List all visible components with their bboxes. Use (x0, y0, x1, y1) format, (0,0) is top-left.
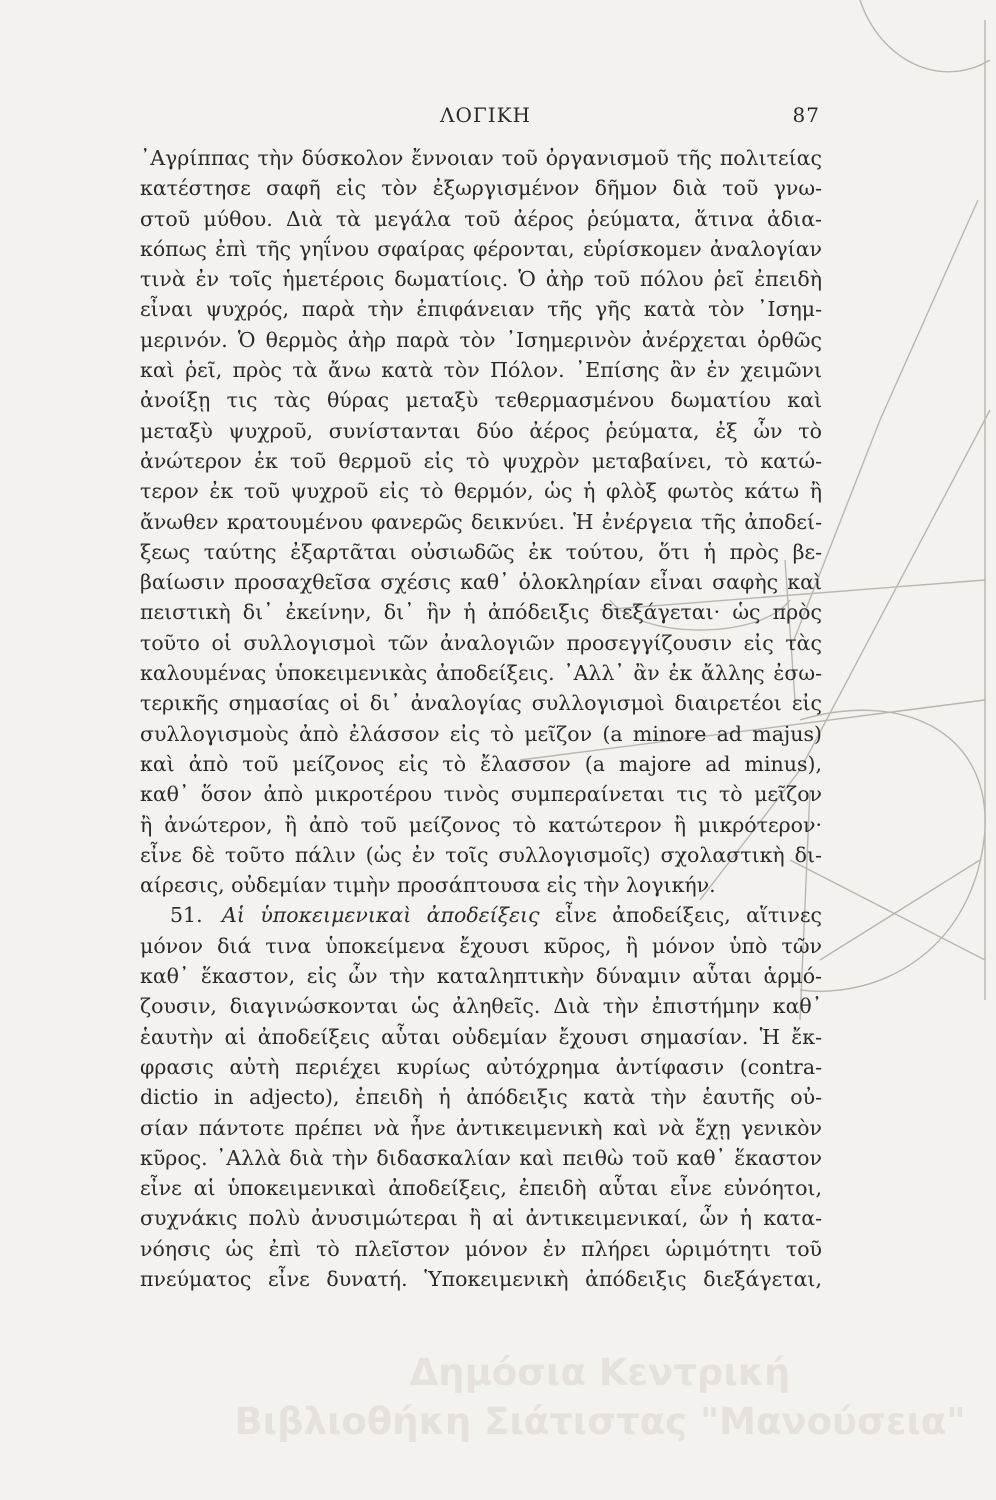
text-line: μόνον διά τινα ὑποκείμενα ἔχουσι κῦρος, ἢ μόνον ὑπὸ τῶν (140, 933, 822, 958)
text-line: ἢ ἀνώτερον, ἢ ἀπὸ τοῦ μείζονος τὸ κατώτερον ἢ μικρότερον· (140, 812, 822, 837)
text-line: νόησις ὡς ἐπὶ τὸ πλεῖστον μόνον ἐν πλήρει ὡριμότητι τοῦ (140, 1236, 822, 1261)
text-line: εἶνε αἱ ὑποκειμενικαὶ ἀποδείξεις, ἐπειδὴ αὗται εἶνε εὐνόητοι, (140, 1176, 822, 1201)
text-line: τινὰ ἐν τοῖς ἡμετέροις δωματίοις. Ὁ ἀὴρ τοῦ πόλου ῥεῖ ἐπειδὴ (140, 267, 822, 292)
text-line: κόπως ἐπὶ τῆς γηΐνου σφαίρας φέρονται, εὑρίσκομεν ἀναλογίαν (140, 236, 822, 261)
text-line: ᾿Αγρίππας τὴν δύσκολον ἔννοιαν τοῦ ὀργανισμοῦ τῆς πολιτείας (140, 146, 822, 170)
text-line: τερικῆς σημασίας οἱ δι᾿ ἀναλογίας συλλογισμοὶ διαιρετέοι εἰς (140, 691, 822, 716)
text-line: συλλογισμοὺς ἀπὸ ἐλάσσον εἰς τὸ μεῖζον (a minore ad majus) (140, 721, 822, 746)
text-line: βαίωσιν προσαχθεῖσα σχέσις καθ᾿ ὁλοκληρίαν εἶναι σαφὴς καὶ (140, 570, 822, 595)
section-first-line (140, 900, 822, 930)
watermark-line: Δημόσια Κεντρική (409, 1351, 791, 1394)
text-line: καὶ ἀπὸ τοῦ μείζονος εἰς τὸ ἔλασσον (a majore ad minus), (140, 751, 822, 776)
text-line: ἀνώτερον ἐκ τοῦ θερμοῦ εἰς τὸ ψυχρὸν μεταβαίνει, τὸ κατώ- (140, 448, 822, 473)
text-line: ζουσιν, διαγινώσκονται ὡς ἀληθεῖς. Διὰ τὴν ἐπιστήμην καθ᾿ (140, 994, 822, 1019)
text-line: κατέστησε σαφῆ εἰς τὸν ἐξωργισμένον δῆμον διὰ τοῦ γνω- (140, 176, 822, 201)
section-line-text: εἶνε ἀποδείξεις, αἵτινες (554, 903, 822, 928)
library-watermark (230, 1348, 970, 1446)
text-line: μεταξὺ ψυχροῦ, συνίστανται δύο ἀέρος ῥεύματα, ἐξ ὧν τὸ (140, 418, 822, 443)
text-line: ξεως ταύτης ἐξαρτᾶται οὐσιωδῶς ἐκ τούτου, ὅτι ἡ πρὸς βε- (140, 539, 822, 564)
text-line: συχνάκις πολὺ ἀνυσιμώτεραι ἢ αἱ ἀντικειμενικαί, ὧν ἡ κατα- (140, 1206, 822, 1231)
text-line: καλουμένας ὑποκειμενικὰς ἀποδείξεις. ᾿Αλλ᾿ ἂν ἐκ ἄλλης ἐσω- (140, 661, 822, 686)
watermark-line: Βιβλιοθήκη Σιάτιστας "Μανούσεια" (234, 1400, 966, 1443)
text-line: τοῦτο οἱ συλλογισμοὶ τῶν ἀναλογιῶν προσεγγίζουσιν εἰς τὰς (140, 630, 822, 655)
text-line: ἑαυτὴν αἱ ἀποδείξεις αὗται οὐδεμίαν ἔχουσι σημασίαν. Ἡ ἔκ- (140, 1024, 822, 1049)
page-number: 87 (792, 103, 820, 127)
text-line: εἶνε δὲ τοῦτο πάλιν (ὡς ἐν τοῖς συλλογισμοῖς) σχολαστικὴ δι- (140, 842, 822, 867)
text-line: ἄνωθεν κρατουμένου φανερῶς δεικνύει. Ἡ ἐνέργεια τῆς ἀποδεί- (140, 509, 822, 534)
text-line: καθ᾿ ὅσον ἀπὸ μικροτέρου τινὸς συμπεραίνεται τις τὸ μεῖζον (140, 782, 822, 807)
running-header (140, 103, 820, 133)
text-line: εἶναι ψυχρός, παρὰ τὴν ἐπιφάνειαν τῆς γῆς κατὰ τὸν ᾿Ισημ- (140, 297, 822, 322)
section-heading: Αἱ ὑποκειμενικαὶ ἀποδείξεις (222, 903, 540, 928)
text-line: ἀνοίξῃ τις τὰς θύρας μεταξὺ τεθερμασμένου δωματίου καὶ (140, 388, 822, 413)
text-line: στοῦ μύθου. Διὰ τὰ μεγάλα τοῦ ἀέρος ῥεύματα, ἅτινα ἀδια- (140, 206, 822, 231)
text-line: κῦρος. ᾿Αλλὰ διὰ τὴν διδασκαλίαν καὶ πειθὼ τοῦ καθ᾿ ἕκαστον (140, 1145, 822, 1170)
text-line: καὶ ῥεῖ, πρὸς τὰ ἄνω κατὰ τὸν Πόλον. ᾿Επίσης ἂν ἐν χειμῶνι (140, 358, 822, 383)
text-line: καθ᾿ ἕκαστον, εἰς ὧν τὴν καταληπτικὴν δύναμιν αὗται ἁρμό- (140, 964, 822, 989)
text-line: μερινόν. Ὁ θερμὸς ἀὴρ παρὰ τὸν ᾿Ισημερινὸν ἀνέρχεται ὀρθῶς (140, 327, 822, 352)
text-line: φρασις αὐτὴ περιέχει κυρίως αὐτόχρημα ἀντίφασιν (contra- (140, 1054, 822, 1079)
text-line: πειστικὴ δι᾿ ἐκείνην, δι᾿ ἣν ἡ ἀπόδειξις διεξάγεται· ὡς πρὸς (140, 600, 822, 625)
running-title: ΛΟΓΙΚΗ (440, 103, 531, 127)
text-line: σίαν πάντοτε πρέπει νὰ ἦνε ἀντικειμενικὴ καὶ νὰ ἔχῃ γενικὸν (140, 1115, 822, 1140)
text-line: τερον ἐκ τοῦ ψυχροῦ εἰς τὸ θερμόν, ὡς ἡ φλὸξ φωτὸς κάτω ἢ (140, 479, 822, 504)
section-number: 51. (170, 903, 203, 928)
text-line: πνεύματος εἶνε δυνατή. Ὑποκειμενικὴ ἀπόδειξις διεξάγεται, (140, 1266, 822, 1291)
text-line: dictio in adjecto), ἐπειδὴ ἡ ἀπόδειξις κατὰ τὴν ἑαυτῆς οὐ- (140, 1085, 822, 1110)
text-line: αίρεσις, οὐδεμίαν τιμὴν προσάπτουσα εἰς τὴν λογικήν. (140, 873, 716, 898)
body-text (140, 143, 822, 1294)
